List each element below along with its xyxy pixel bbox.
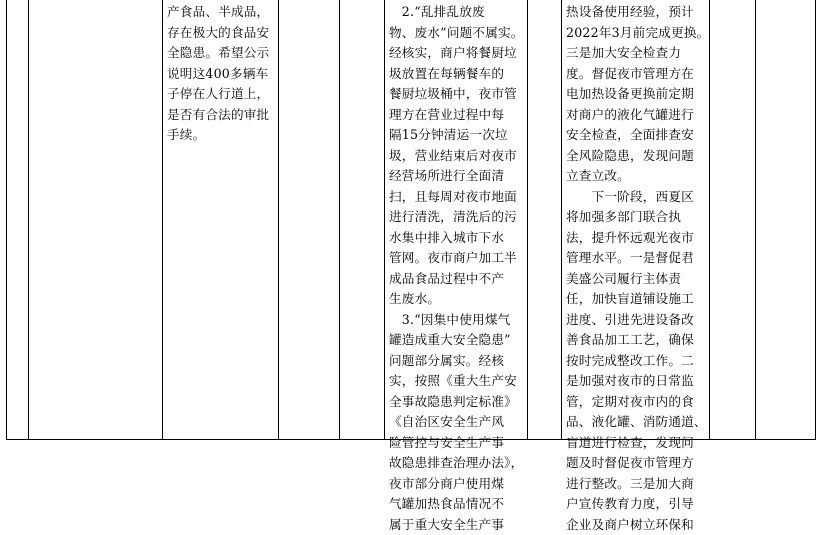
cell-line: 品、液化罐、消防通道、 xyxy=(566,412,708,433)
cell-line: 度。督促夜市管理方在 xyxy=(566,64,708,85)
cell-line: 2.“乱排乱放废 xyxy=(389,2,525,23)
cell-line: 生废水。 xyxy=(389,289,525,310)
cell-line: 任，加快盲道铺设施工 xyxy=(566,289,708,310)
cell-line: 全事故隐患判定标准》 xyxy=(389,392,525,413)
cell-line: 进行整改。三是加大商 xyxy=(566,474,708,495)
cell-line: 进行清洗，清洗后的污 xyxy=(389,207,525,228)
cell-line: 3.“因集中使用煤气 xyxy=(389,310,525,331)
cell-line: 将加强多部门联合执 xyxy=(566,207,708,228)
cell-line: 问题部分属实。经核 xyxy=(389,351,525,372)
column-divider xyxy=(755,0,756,440)
column-divider xyxy=(278,0,279,440)
cell-line: 法，提升怀远观光夜市 xyxy=(566,228,708,249)
cell-line: 对商户的液化气罐进行 xyxy=(566,105,708,126)
cell-line: 圾放置在每辆餐车的 xyxy=(389,64,525,85)
cell-line: 三是加大安全检查力 xyxy=(566,43,708,64)
cell-line: 圾，营业结束后对夜市 xyxy=(389,146,525,167)
cell-line: 险管控与安全生产事 xyxy=(389,433,525,454)
cell-line: 手续。 xyxy=(167,125,277,146)
column-divider xyxy=(162,0,163,440)
cell-line: 题及时督促夜市管理方 xyxy=(566,453,708,474)
cell-line: 属于重大安全生产事 xyxy=(389,515,525,535)
complaint-content-cell xyxy=(167,2,277,146)
cell-line: 电加热设备更换前定期 xyxy=(566,84,708,105)
cell-line: 罐造成重大安全隐患” xyxy=(389,330,525,351)
cell-line: 进度、引进先进设备改 xyxy=(566,310,708,331)
cell-line: 夜市部分商户使用煤 xyxy=(389,474,525,495)
cell-line: 盲道进行检查，发现问 xyxy=(566,433,708,454)
cell-line: 经营场所进行全面清 xyxy=(389,166,525,187)
complaint-handling-table xyxy=(2,0,816,442)
cell-line: 管理水平。一是督促君 xyxy=(566,248,708,269)
rectification-measures-cell xyxy=(566,2,708,535)
cell-line: 物、废水”问题不属实。 xyxy=(389,23,525,44)
column-divider xyxy=(561,0,562,440)
cell-line: 产食品、半成品， xyxy=(167,2,277,23)
cell-line: 水集中排入城市下水 xyxy=(389,228,525,249)
cell-line: 下一阶段，西夏区 xyxy=(566,187,708,208)
cell-line: 企业及商户树立环保和 xyxy=(566,515,708,535)
cell-line: 存在极大的食品安 xyxy=(167,23,277,44)
cell-line: 全隐患。希望公示 xyxy=(167,43,277,64)
cell-line: 实，按照《重大生产安 xyxy=(389,371,525,392)
column-divider xyxy=(28,0,29,440)
cell-line: 是否有合法的审批 xyxy=(167,105,277,126)
table-border-right xyxy=(815,0,816,440)
cell-line: 成品食品过程中不产 xyxy=(389,269,525,290)
cell-line: 是加强对夜市的日常监 xyxy=(566,371,708,392)
cell-line: 《自治区安全生产风 xyxy=(389,412,525,433)
cell-line: 管网。夜市商户加工半 xyxy=(389,248,525,269)
cell-line: 安全检查，全面排查安 xyxy=(566,125,708,146)
cell-line: 户宣传教育力度，引导 xyxy=(566,494,708,515)
cell-line: 理方在营业过程中每 xyxy=(389,105,525,126)
cell-line: 善食品加工工艺，确保 xyxy=(566,330,708,351)
cell-line: 气罐加热食品情况不 xyxy=(389,494,525,515)
column-divider xyxy=(339,0,340,440)
column-divider xyxy=(709,0,710,440)
cell-line: 经核实，商户将餐厨垃 xyxy=(389,43,525,64)
column-divider xyxy=(384,0,385,440)
cell-line: 热设备使用经验，预计 xyxy=(566,2,708,23)
cell-line: 说明这400多辆车 xyxy=(167,64,277,85)
cell-line: 美盛公司履行主体责 xyxy=(566,269,708,290)
cell-line: 故隐患排查治理办法》， xyxy=(389,453,525,474)
cell-line: 管，定期对夜市内的食 xyxy=(566,392,708,413)
investigation-findings-cell xyxy=(389,2,525,535)
cell-line: 2022年3月前完成更换。 xyxy=(566,23,708,44)
cell-line: 扫，且每周对夜市地面 xyxy=(389,187,525,208)
cell-line: 立查立改。 xyxy=(566,166,708,187)
table-border-left xyxy=(6,0,7,440)
column-divider xyxy=(527,0,528,440)
cell-line: 全风险隐患，发现问题 xyxy=(566,146,708,167)
cell-line: 按时完成整改工作。二 xyxy=(566,351,708,372)
cell-line: 餐厨垃圾桶中，夜市管 xyxy=(389,84,525,105)
cell-line: 隔15分钟清运一次垃 xyxy=(389,125,525,146)
cell-line: 子停在人行道上， xyxy=(167,84,277,105)
